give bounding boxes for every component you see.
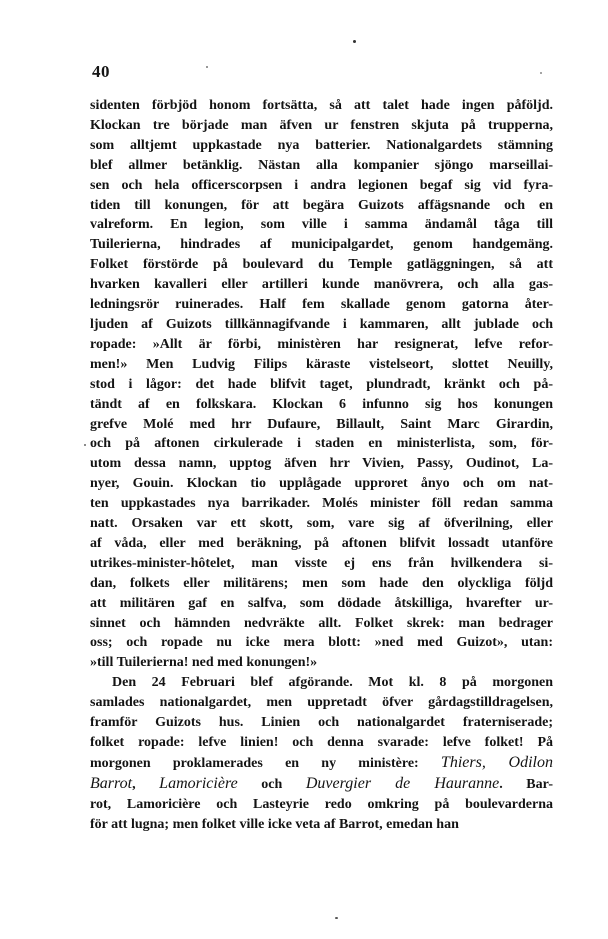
text-line: framför Guizots hus. Linien och nationalgardet fraterniserade;	[90, 715, 553, 731]
text-line: sen och hela officerscorpsen i andra legionen begaf sig vid fyra-	[90, 177, 553, 193]
text-line: valreform. En legion, som ville i samma ändamål tåga till	[90, 217, 553, 233]
text-line: men!» Men Ludvig Filips käraste vistelseort, slottet Neuilly,	[90, 356, 553, 372]
text-line: folket ropade: lefve linien! och denna svarade: lefve folket! På	[90, 735, 553, 750]
text-line: af våda, eller med beräkning, på aftonen blifvit lossadt utanföre	[90, 535, 553, 551]
text-line: stod i lågor: det hade blifvit taget, plundradt, kränkt och på-	[90, 376, 553, 392]
italic-names: Thiers, Odilon	[440, 753, 553, 771]
body-text	[90, 96, 553, 835]
page-number: 40	[92, 62, 110, 81]
scan-speck	[206, 66, 208, 68]
text-line: utrikes-minister-hôtelet, man visste ej ens från hvilkendera si-	[90, 555, 553, 571]
italic-name: Lamoricière	[159, 774, 238, 792]
text-line-paragraph-start: Den 24 Februari blef afgörande. Mot kl. 8 på morgonen	[112, 675, 553, 691]
text-line: ledningsrör ruinerades. Half fem skallade genom gatorna åter-	[90, 297, 553, 313]
scan-speck	[335, 917, 338, 919]
text-line: Folket förstörde på boulevard du Temple gatläggningen, så att	[90, 257, 553, 273]
scan-speck	[353, 40, 356, 43]
text-line: nyer, Gouin. Klockan tio upplågade upproret ånyo och om nat-	[90, 476, 553, 492]
text-line: och på aftonen cirkulerade i staden en ministerlista, som, för-	[90, 436, 553, 452]
text-line: som alltjemt uppkastade nya batterier. Nationalgardets stämning	[90, 137, 553, 153]
text-line: Tuilerierna, hindrades af municipalgardet, genom handgemäng.	[90, 237, 553, 253]
text-line: hvarken kavalleri eller artilleri kunde manövrera, och alla gas-	[90, 277, 553, 293]
text-line: blef allmer betänklig. Nästan alla kompanier sjöngo marseillai-	[90, 157, 553, 173]
italic-name: Duvergier de Hauranne	[305, 774, 500, 792]
text-segment: . Bar-	[499, 776, 553, 792]
text-line: tändt af en folkskara. Klockan 6 infunno sig hos konungen	[90, 396, 553, 412]
text-line: ten uppkastades nya barrikader. Molés minister föll redan samma	[90, 496, 553, 512]
text-line: tiden till konungen, för att begära Guizots affägsnande och en	[90, 197, 553, 213]
text-line: rot, Lamoricière och Lasteyrie redo omkring på boulevarderna	[90, 796, 553, 812]
text-line: natt. Orsaken var ett skott, som, vare sig af öfverilning, eller	[90, 516, 553, 532]
text-segment: ,	[132, 776, 160, 792]
text-line-with-italic	[90, 774, 553, 795]
text-line: grefve Molé med hrr Dufaure, Billault, Saint Marc Girardin,	[90, 416, 553, 432]
text-line: utom dessa namn, upptog äfven hrr Vivien, Passy, Oudinot, La-	[90, 456, 553, 472]
text-segment: morgonen proklamerades en ny ministère:	[90, 755, 441, 771]
text-line: sinnet och hämnden nedvräkte allt. Folket skrek: man bedrager	[90, 615, 553, 631]
italic-name: Barrot	[90, 774, 133, 792]
scan-speck	[540, 72, 542, 74]
scan-speck	[84, 444, 86, 446]
text-segment: och	[237, 776, 306, 792]
text-line-with-italic	[90, 753, 553, 774]
text-line: Klockan tre började man äfven ur fenstren skjuta på trupperna,	[90, 117, 553, 133]
text-line: samlades nationalgardet, men uppretadt öfver gårdagstilldragelsen,	[90, 695, 553, 711]
text-line: dan, folkets eller militärens; men som hade den olyckliga följd	[90, 575, 553, 591]
text-line: för att lugna; men folket ville icke veta af Barrot, emedan han	[90, 816, 459, 832]
text-line: att militären gaf en salfva, som dödade åtskilliga, hvarefter ur-	[90, 595, 553, 611]
text-line: ljuden af Guizots tillkännagifvande i kammaren, allt jublade och	[90, 316, 553, 332]
text-line-paragraph-end: »till Tuilerierna! ned med konungen!»	[90, 655, 318, 671]
text-line: ropade: »Allt är förbi, ministèren har resignerat, lefve refor-	[90, 336, 553, 352]
text-line: sidenten förbjöd honom fortsätta, så att talet hade ingen påföljd.	[90, 98, 553, 113]
text-line: oss; och ropade nu icke mera blott: »ned med Guizot», utan:	[90, 635, 553, 651]
